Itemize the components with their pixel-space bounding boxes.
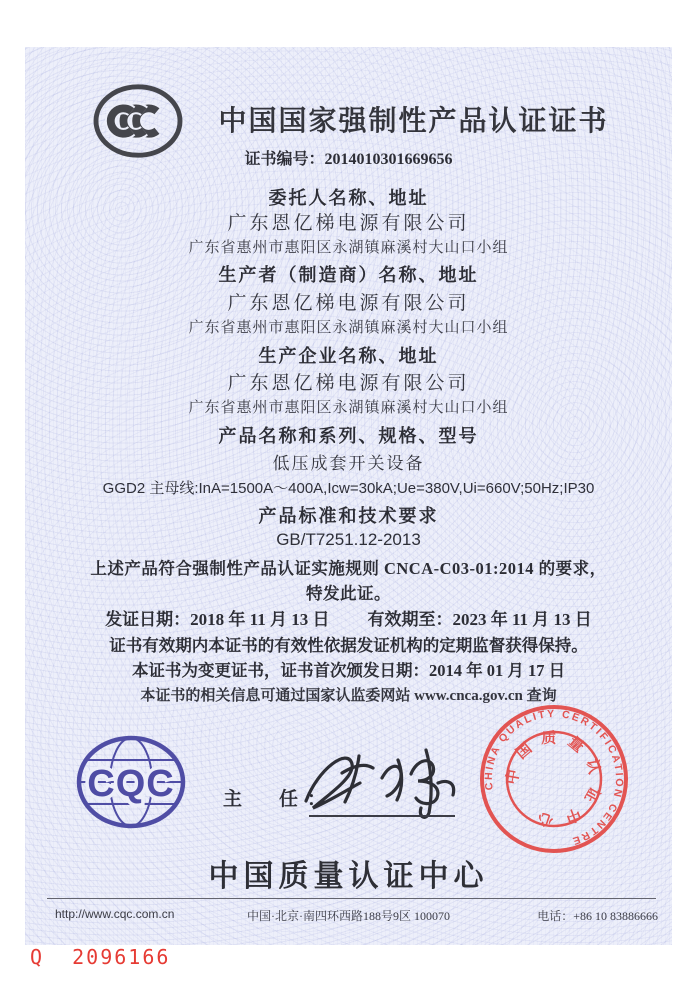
footer-website: http://www.cqc.com.cn: [55, 907, 175, 921]
seal-inner-text: 中国质量认证中心: [504, 730, 604, 829]
change-note: 本证书为变更证书，证书首次颁发日期：2014 年 01 月 17 日: [131, 661, 566, 680]
footer-divider: [47, 898, 656, 899]
applicant-address: 广东省惠州市惠阳区永湖镇麻溪村大山口小组: [188, 240, 509, 256]
statement-line2: 特发此证。: [306, 584, 391, 603]
serial-number: Q 2096166: [30, 945, 171, 969]
statement-line1: 上述产品符合强制性产品认证实施规则 CNCA-C03-01:2014 的要求，: [90, 559, 607, 578]
standard-value: GB/T7251.12-2013: [276, 530, 421, 549]
footer-phone: 电话：+86 10 83886666: [537, 909, 658, 923]
signature-line: [309, 815, 455, 817]
applicant-name: 广东恩亿梯电源有限公司: [227, 213, 470, 234]
standard-heading: 产品标准和技术要求: [258, 506, 439, 526]
info-note: 本证书的相关信息可通过国家认监委网站 www.cnca.gov.cn 查询: [140, 688, 557, 704]
product-heading: 产品名称和系列、规格、型号: [218, 426, 479, 446]
factory-name: 广东恩亿梯电源有限公司: [227, 373, 470, 394]
manufacturer-address: 广东省惠州市惠阳区永湖镇麻溪村大山口小组: [188, 320, 509, 336]
cqc-globe-icon: [75, 733, 188, 832]
director-label: 主 任：: [223, 789, 336, 810]
issue-date: 发证日期：2018 年 11 月 13 日: [105, 610, 330, 629]
valid-until-date: 有效期至：2023 年 11 月 13 日: [367, 610, 592, 629]
director-signature: [298, 743, 473, 823]
svg-text:CHINA QUALITY CERTIFICATION CE: [472, 697, 637, 861]
certificate-number: 证书编号：2014010301669656: [244, 151, 453, 168]
date-row: [25, 605, 672, 630]
applicant-heading: 委托人名称、地址: [268, 188, 429, 208]
factory-address: 广东省惠州市惠阳区永湖镇麻溪村大山口小组: [188, 400, 509, 416]
factory-heading: 生产企业名称、地址: [258, 346, 439, 366]
cqc-logo-text: CQC: [87, 763, 175, 805]
manufacturer-heading: 生产者（制造商）名称、地址: [218, 265, 479, 285]
seal-outer-text: CHINA QUALITY CERTIFICATION CENTRE: [482, 707, 626, 848]
product-spec: GGD2 主母线:InA=1500A～400A,Icw=30kA;Ue=380V,Ui=660V;50Hz;IP30: [102, 480, 595, 497]
cqc-red-seal-icon: [466, 691, 642, 867]
issuing-org-name: 中国质量认证中心: [208, 860, 489, 893]
footer-address: 中国·北京·南四环西路188号9区 100070: [247, 909, 450, 923]
certificate-title: 中国国家强制性产品认证证书: [218, 105, 609, 136]
manufacturer-name: 广东恩亿梯电源有限公司: [227, 293, 470, 314]
certificate-body: [25, 47, 672, 945]
product-name: 低压成套开关设备: [272, 454, 425, 473]
validity-note: 证书有效期内本证书的有效性依据发证机构的定期监督获得保持。: [109, 636, 588, 655]
svg-text:中国质量认证中心: [496, 720, 613, 838]
